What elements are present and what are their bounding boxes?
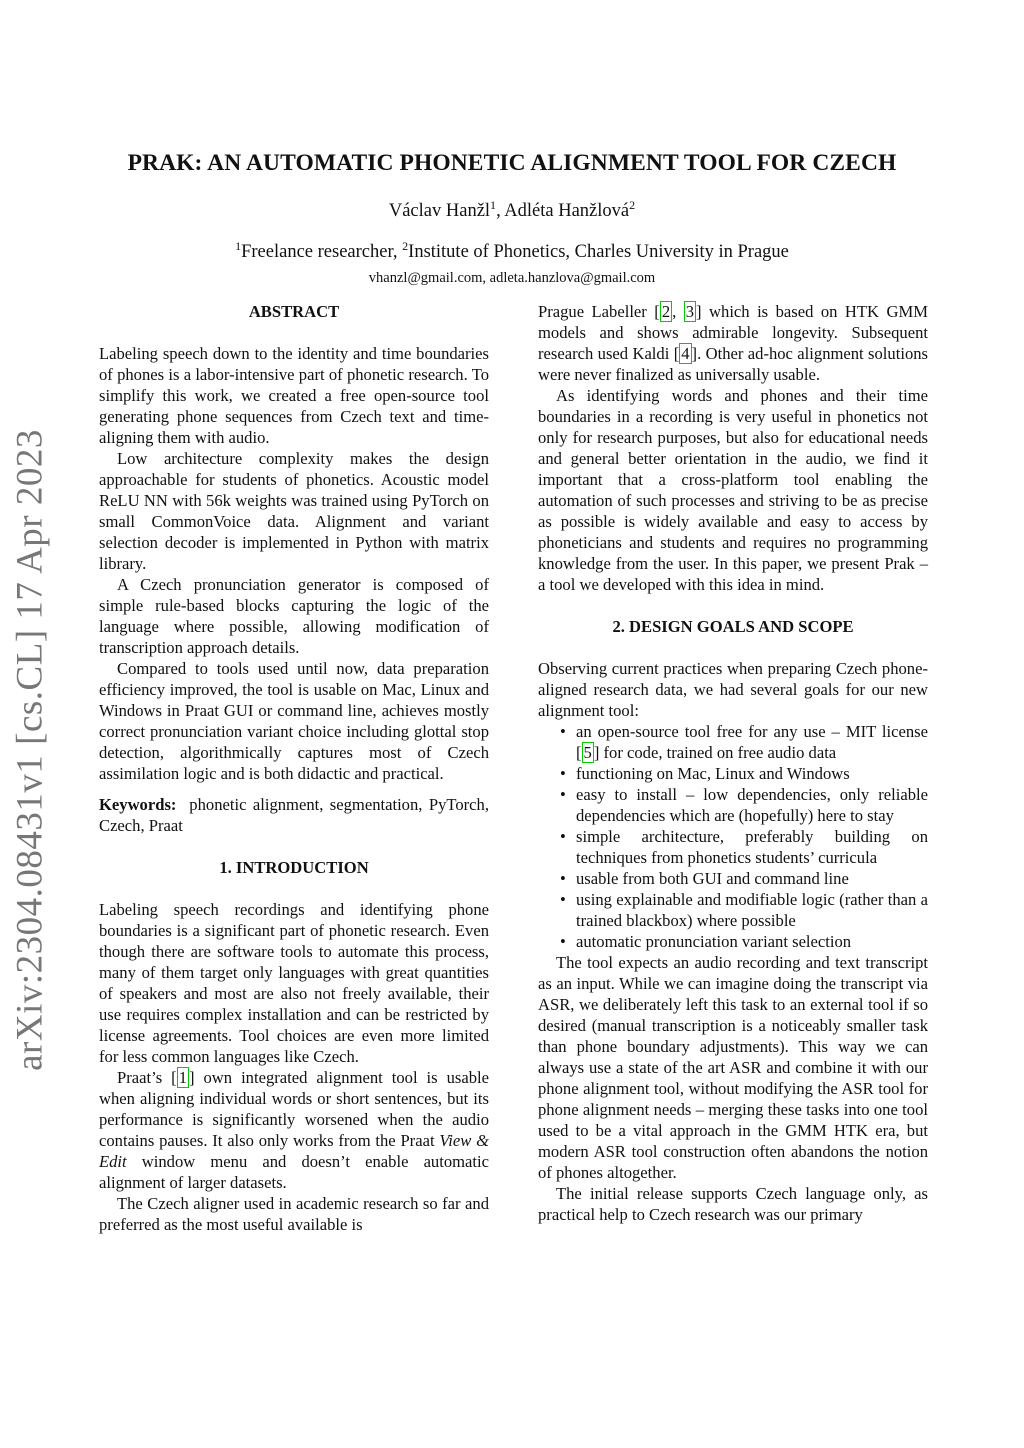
author-separator: , (496, 201, 505, 221)
menu-name-emphasis: View & Edit (99, 1131, 489, 1171)
author-name: Adléta Hanžlová (504, 201, 630, 221)
intro-paragraph: As identifying words and phones and their time boundaries in a recording is very useful in phonetics not only for research purposes, but also for educational needs and general better orientation in the audio, we find it important that a cross-platform tool enabling the automation of such processes and striving to be as precise as possible is widely available and easy to access by phoneticians and students and requires no programming knowledge from the user. In this paper, we present Prak – a tool we developed with this idea in mind. (538, 386, 928, 594)
citation-link[interactable]: 2 (661, 302, 671, 321)
list-item (560, 721, 928, 763)
paper-title: PRAK: AN AUTOMATIC PHONETIC ALIGNMENT TOOL FOR CZECH (127, 150, 897, 176)
design-paragraph: The tool expects an audio recording and text transcript as an input. While we can imagine doing the transcript via ASR, we deliberately left this task to an external tool if so desired (manual transcription is a noticeably smaller task than phone boundary adjustments). This way we can always use a state of the art ASR and combine it with our phone alignment tool, without modifying the ASR tool for phone alignment needs – merging these tasks into one tool used to be a vital approach in the GMM HTK era, but modern ASR tool construction often abandons the notion of phones altogether. (538, 953, 928, 1182)
affiliation-text: Institute of Phonetics, Charles University in Prague (408, 242, 789, 262)
keywords-text: phonetic alignment, segmentation, PyTorch, Czech, Praat (99, 795, 489, 835)
bullet-icon: • (560, 890, 566, 909)
text-run: Praat’s [ (117, 1068, 177, 1087)
abstract-paragraph: Labeling speech down to the identity and time boundaries of phones is a labor-intensive part of phonetic research. To simplify this work, we created a free open-source tool generating phone sequences from Czech text and time-aligning them with audio. (99, 344, 489, 447)
section-heading-design-goals: 2. DESIGN GOALS AND SCOPE (612, 617, 854, 636)
author-affiliation-mark: 1 (490, 197, 497, 212)
affiliation-mark: 1 (235, 238, 242, 253)
abstract-paragraph: Low architecture complexity makes the design approachable for students of phonetics. Acoustic model ReLU NN with 56k weights was trained using PyTorch on small CommonVoice data. Alignment and variant selection decoder is implemented in Python with matrix library. (99, 449, 489, 573)
text-run: an open-source tool free for any use – MIT license [ (576, 722, 928, 762)
author-line (0, 197, 1024, 222)
text-run: functioning on Mac, Linux and Windows (576, 764, 850, 783)
bullet-icon: • (560, 869, 566, 888)
citation-link[interactable]: 5 (583, 743, 592, 762)
author-name: Václav Hanžl (388, 201, 491, 221)
abstract-paragraph: Compared to tools used until now, data preparation efficiency improved, the tool is usable on Mac, Linux and Windows in Praat GUI or command line, achieves mostly correct pronunciation variant choice including glottal stop detection, algorithmically captures most of Czech assimilation logic and is both didactic and practical. (99, 659, 489, 783)
intro-paragraph (538, 301, 928, 385)
intro-paragraph: Labeling speech recordings and identifying phone boundaries is a significant part of phonetic research. Even though there are software tools to automate this process, many of them target only languages with great quantities of speakers and most are also not freely available, their use requires complex installation and can be restricted by license agreements. Tool choices are even more limited for less common languages like Czech. (99, 900, 489, 1066)
text-run: ] for code, trained on free audio data (593, 743, 837, 762)
affiliation-text: Freelance researcher, (241, 242, 403, 262)
abstract-paragraph: A Czech pronunciation generator is composed of simple rule-based blocks capturing the logic of the language where possible, allowing modification of transcription approach details. (99, 575, 489, 657)
left-column (99, 301, 489, 1235)
bullet-icon: • (560, 827, 566, 846)
bullet-icon: • (560, 785, 566, 804)
citation-link[interactable]: 3 (685, 302, 695, 321)
list-item (560, 763, 928, 784)
author-emails: vhanzl@gmail.com, adleta.hanzlova@gmail.com (368, 270, 656, 286)
bullet-icon: • (560, 722, 566, 741)
section-heading-introduction: 1. INTRODUCTION (219, 858, 369, 877)
text-run: easy to install – low dependencies, only reliable dependencies which are (hopefully) here to stay (576, 785, 928, 825)
keywords (99, 794, 489, 836)
arxiv-identifier: arXiv:2304.08431v1 [cs.CL] 17 Apr 2023 (9, 429, 51, 1071)
goals-list (538, 721, 928, 952)
list-item (560, 889, 928, 931)
right-column (538, 301, 928, 1225)
affiliation-line (0, 238, 1024, 263)
text-run: automatic pronunciation variant selection (576, 932, 852, 951)
list-item (560, 868, 928, 889)
text-run: ] own integrated alignment tool is usable when aligning individual words or short sentences, but its performance is significantly worsened when the audio contains pauses. It also only works from the Praat (99, 1068, 489, 1150)
design-paragraph: Observing current practices when preparing Czech phone-aligned research data, we had several goals for our new alignment tool: (538, 659, 928, 720)
text-run: ]. Other ad-hoc alignment solutions were never finalized as universally usable. (538, 344, 928, 384)
bullet-icon: • (560, 932, 566, 951)
text-run: ] which is based on HTK GMM models and shows admirable longevity. Subsequent research used Kaldi [ (538, 302, 928, 363)
keywords-label: Keywords: (99, 795, 177, 814)
list-item (560, 931, 928, 952)
abstract-heading: ABSTRACT (248, 302, 340, 321)
design-paragraph: The initial release supports Czech language only, as practical help to Czech research was our primary (538, 1184, 928, 1224)
text-run: window menu and doesn’t enable automatic alignment of larger datasets. (99, 1152, 489, 1192)
intro-paragraph: The Czech aligner used in academic research so far and preferred as the most useful available is (99, 1194, 489, 1234)
citation-link[interactable]: 1 (178, 1068, 187, 1087)
text-run: , (672, 302, 684, 321)
author-affiliation-mark: 2 (629, 197, 636, 212)
bullet-icon: • (560, 764, 566, 783)
text-run: Prague Labeller [ (538, 302, 660, 321)
text-run: usable from both GUI and command line (576, 869, 849, 888)
intro-paragraph (99, 1067, 489, 1193)
list-item (560, 784, 928, 826)
citation-link[interactable]: 4 (681, 344, 690, 363)
list-item (560, 826, 928, 868)
text-run: using explainable and modifiable logic (rather than a trained blackbox) where possible (576, 890, 928, 930)
affiliation-mark: 2 (402, 238, 409, 253)
text-run: simple architecture, preferably building on techniques from phonetics students’ curricula (576, 827, 928, 867)
